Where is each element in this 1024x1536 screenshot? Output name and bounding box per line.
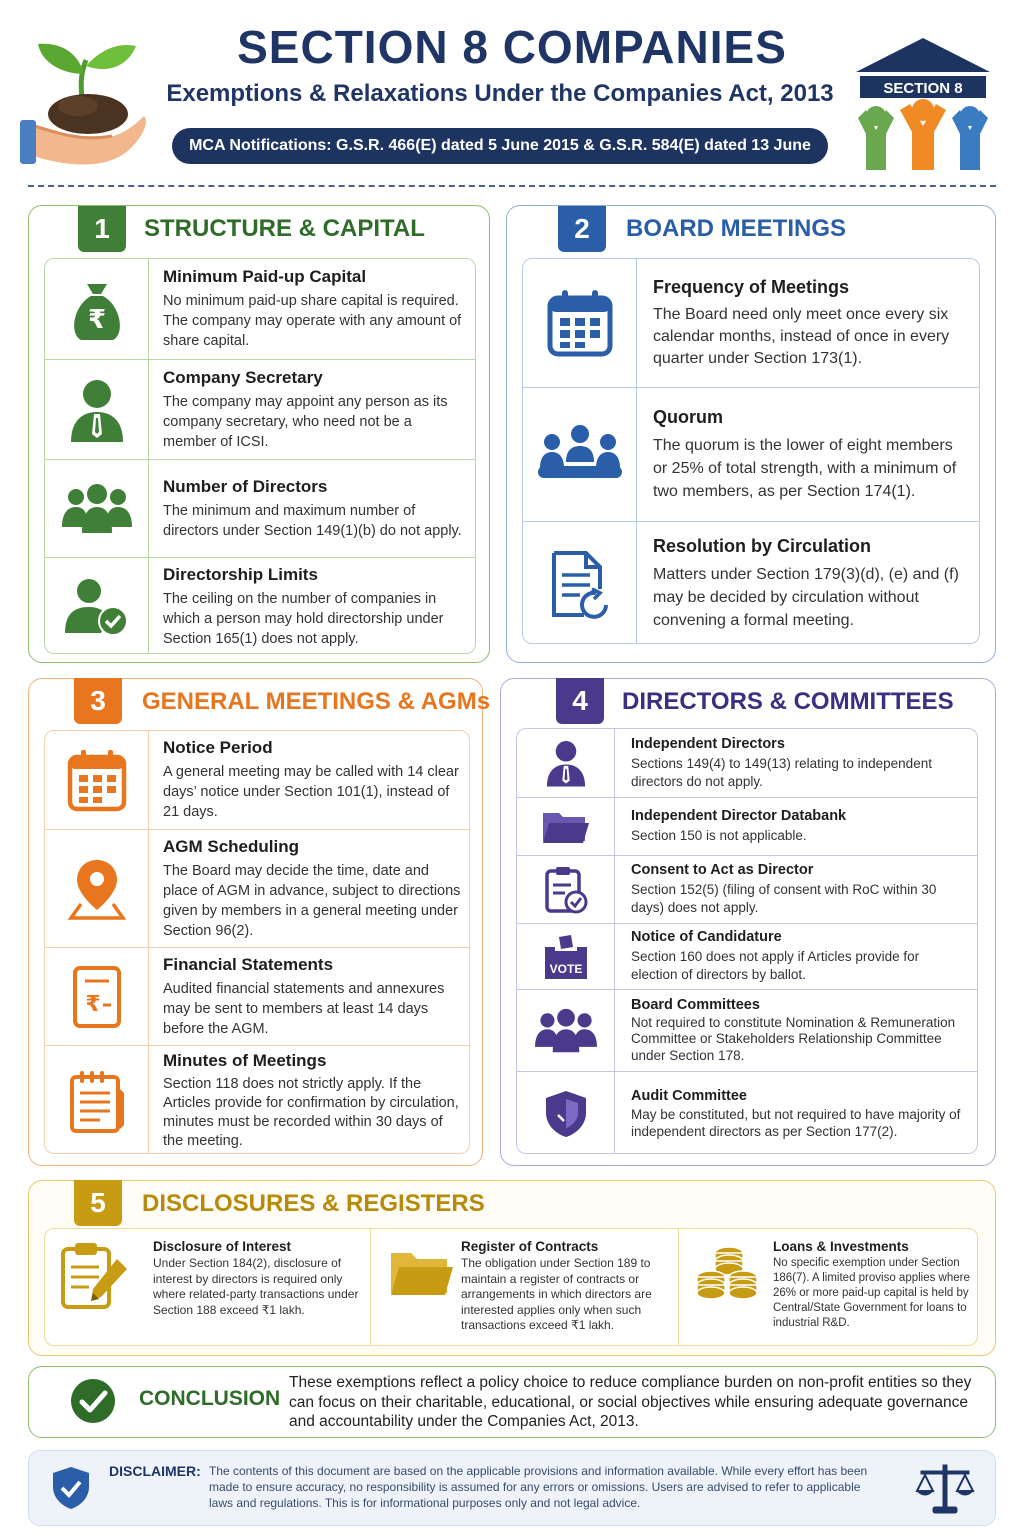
item-heading: Loans & Investments (773, 1239, 909, 1254)
item-body: May be constituted, but not required to have majority of independent directors as per Section 177(2). (631, 1106, 961, 1139)
rupee-document-icon (45, 948, 149, 1045)
item-heading: Number of Directors (163, 476, 328, 496)
item-body: The Board may decide the time, date and place of AGM in advance, subject to directions given by members in a general meeting under Section 96(2). (163, 862, 461, 939)
list-item (679, 1229, 978, 1346)
item-body: Section 160 does not apply if Articles provide for election of directors by ballot. (631, 949, 920, 982)
folder-icon (517, 798, 615, 855)
item-heading: Board Committees (631, 996, 760, 1013)
item-body: Section 118 does not strictly apply. If the Articles provide for confirmation by circulation, minutes must be recorded within 30 days of the meeting. (163, 1075, 459, 1149)
calendar-icon (523, 259, 637, 387)
svg-text:VOTE: VOTE (549, 961, 582, 976)
section-number-badge: 1 (78, 206, 126, 252)
meeting-table-icon (523, 388, 637, 521)
section-items (516, 728, 978, 1154)
section8-emblem-icon (848, 38, 998, 178)
list-item (517, 729, 977, 797)
conclusion-label: CONCLUSION (139, 1387, 281, 1410)
item-heading: Notice Period (163, 738, 273, 757)
section-number-badge: 4 (556, 678, 604, 724)
section-title: DISCLOSURES & REGISTERS (142, 1190, 485, 1217)
item-body: The minimum and maximum number of directors under Section 149(1)(b) do not apply. (163, 502, 462, 539)
clipboard-check-icon (517, 856, 615, 923)
ballot-box-icon (517, 924, 615, 989)
item-body: No specific exemption under Section 186(7). A limited proviso applies where 26% or more paid-up capital is held by Central/State Government for loans to industrial R&D. (773, 1257, 970, 1329)
item-body: The quorum is the lower of eight members or 25% of total strength, with a minimum of two members, as per Section 174(1). (653, 436, 957, 500)
person-tie-icon (517, 729, 615, 797)
group-icon (45, 460, 149, 557)
list-item (517, 923, 977, 989)
money-bag-icon (45, 259, 149, 359)
item-heading: Directorship Limits (163, 564, 318, 584)
item-heading: AGM Scheduling (163, 836, 299, 856)
map-pin-icon (45, 830, 149, 947)
section-number-badge: 2 (558, 206, 606, 252)
item-body: Sections 149(4) to 149(13) relating to independent directors do not apply. (631, 755, 932, 789)
list-item (523, 259, 979, 387)
section-number-badge: 3 (74, 678, 122, 724)
item-body: The obligation under Section 189 to maintain a register of contracts or arrangements in which directors are interested applies only when such transactions exceed ₹1 lakh. (461, 1256, 652, 1332)
list-item (45, 259, 475, 359)
header-divider (28, 185, 996, 187)
item-body: Section 152(5) (filing of consent with RoC within 30 days) does not apply. (631, 882, 937, 915)
item-body: The company may appoint any person as its company secretary, who need not be a member of ICSI. (163, 393, 448, 450)
section-title: BOARD MEETINGS (626, 215, 847, 242)
list-item (45, 359, 475, 459)
item-body: Section 150 is not applicable. (631, 828, 807, 843)
list-item (371, 1229, 679, 1346)
list-item (523, 521, 979, 644)
user-check-icon (45, 558, 149, 654)
section-number-badge: 5 (74, 1180, 122, 1226)
disclaimer-label: DISCLAIMER: (109, 1463, 201, 1479)
list-item (517, 1071, 977, 1154)
list-item (517, 797, 977, 855)
item-body: Not required to constitute Nomination & Remuneration Committee or Stakeholders Relationship Committee under Section 178. (631, 1014, 956, 1063)
item-heading: Resolution by Circulation (653, 535, 872, 556)
group-icon (517, 990, 615, 1071)
list-item (45, 1045, 469, 1154)
section-title: STRUCTURE & CAPITAL (144, 215, 425, 242)
item-body: Matters under Section 179(3)(d), (e) and (f) may be decided by circulation without convening a formal meeting. (653, 565, 959, 629)
check-circle-icon (69, 1377, 117, 1425)
list-item (523, 387, 979, 521)
coins-icon (695, 1243, 761, 1303)
page-subtitle: Exemptions & Relaxations Under the Companies Act, 2013 (166, 80, 834, 107)
list-item (45, 947, 469, 1045)
section-items (44, 1228, 978, 1346)
item-body: Under Section 184(2), disclosure of interest by directors is required only where related-party transactions under Section 188 exceed ₹1 lakh. (153, 1256, 359, 1317)
document-circulation-icon (523, 522, 637, 644)
page-title: SECTION 8 COMPANIES (237, 21, 787, 73)
svg-text:₹: ₹ (87, 305, 106, 335)
disclaimer-box (28, 1450, 996, 1526)
emblem-label: SECTION 8 (883, 80, 963, 97)
list-item (45, 829, 469, 947)
conclusion-box (28, 1366, 996, 1438)
item-heading: Independent Director Databank (631, 808, 847, 824)
section-items (44, 258, 476, 654)
item-heading: Minutes of Meetings (163, 1050, 327, 1070)
notepad-icon (45, 1046, 149, 1154)
list-item (517, 855, 977, 923)
conclusion-text: These exemptions reflect a policy choice to reduce compliance burden on non-profit entities so they can focus on their charitable, educational, or social objectives while ensuring adequate governance and accountability under the Companies Act, 2013. (289, 1374, 972, 1430)
scales-of-justice-icon (915, 1461, 975, 1517)
item-heading: Consent to Act as Director (631, 862, 814, 878)
item-heading: Company Secretary (163, 367, 323, 387)
item-heading: Disclosure of Interest (153, 1239, 292, 1254)
clipboard-pencil-icon (59, 1241, 135, 1311)
item-heading: Frequency of Meetings (653, 276, 850, 297)
person-tie-icon (45, 360, 149, 459)
notification-banner: MCA Notifications: G.S.R. 466(E) dated 5 June 2015 & G.S.R. 584(E) dated 13 June 2017 (172, 128, 828, 164)
shield-check-icon (51, 1465, 91, 1511)
item-heading: Minimum Paid-up Capital (163, 267, 367, 286)
svg-text:₹: ₹ (84, 991, 101, 1017)
shield-icon (517, 1072, 615, 1154)
list-item (45, 459, 475, 557)
section-title: GENERAL MEETINGS & AGMs (142, 688, 491, 715)
item-heading: Notice of Candidature (631, 929, 782, 945)
item-heading: Independent Directors (631, 735, 785, 752)
item-heading: Register of Contracts (461, 1239, 599, 1254)
item-heading: Audit Committee (631, 1087, 747, 1104)
disclaimer-text: The contents of this document are based on the applicable provisions and information available. While every effort has been made to ensure accuracy, no responsibility is assumed for any errors or omissions. Users are advised to refer to applicable laws and regulations. This is for informational purposes only and not legal advice. (209, 1464, 868, 1510)
list-item (45, 731, 469, 829)
folder-icon (389, 1247, 455, 1301)
section-items (44, 730, 470, 1154)
item-body: Audited financial statements and annexures may be sent to members at least 14 days before the AGM. (163, 980, 445, 1037)
section-items (522, 258, 980, 644)
item-body: The ceiling on the number of companies in which a person may hold directorship under Section 165(1) does not apply. (163, 590, 444, 647)
item-body: The Board need only meet once every six calendar months, instead of once in every quarter under Section 173(1). (653, 305, 950, 367)
item-heading: Financial Statements (163, 954, 334, 974)
section-title: DIRECTORS & COMMITTEES (622, 688, 954, 715)
item-body: No minimum paid-up share capital is required. The company may operate with any amount of share capital. (163, 293, 462, 349)
list-item (517, 989, 977, 1071)
item-heading: Quorum (653, 406, 723, 427)
item-body: A general meeting may be called with 14 clear days’ notice under Section 101(1), instead of 21 days. (163, 764, 459, 820)
calendar-icon (45, 731, 149, 829)
list-item (45, 557, 475, 654)
list-item (45, 1229, 371, 1346)
